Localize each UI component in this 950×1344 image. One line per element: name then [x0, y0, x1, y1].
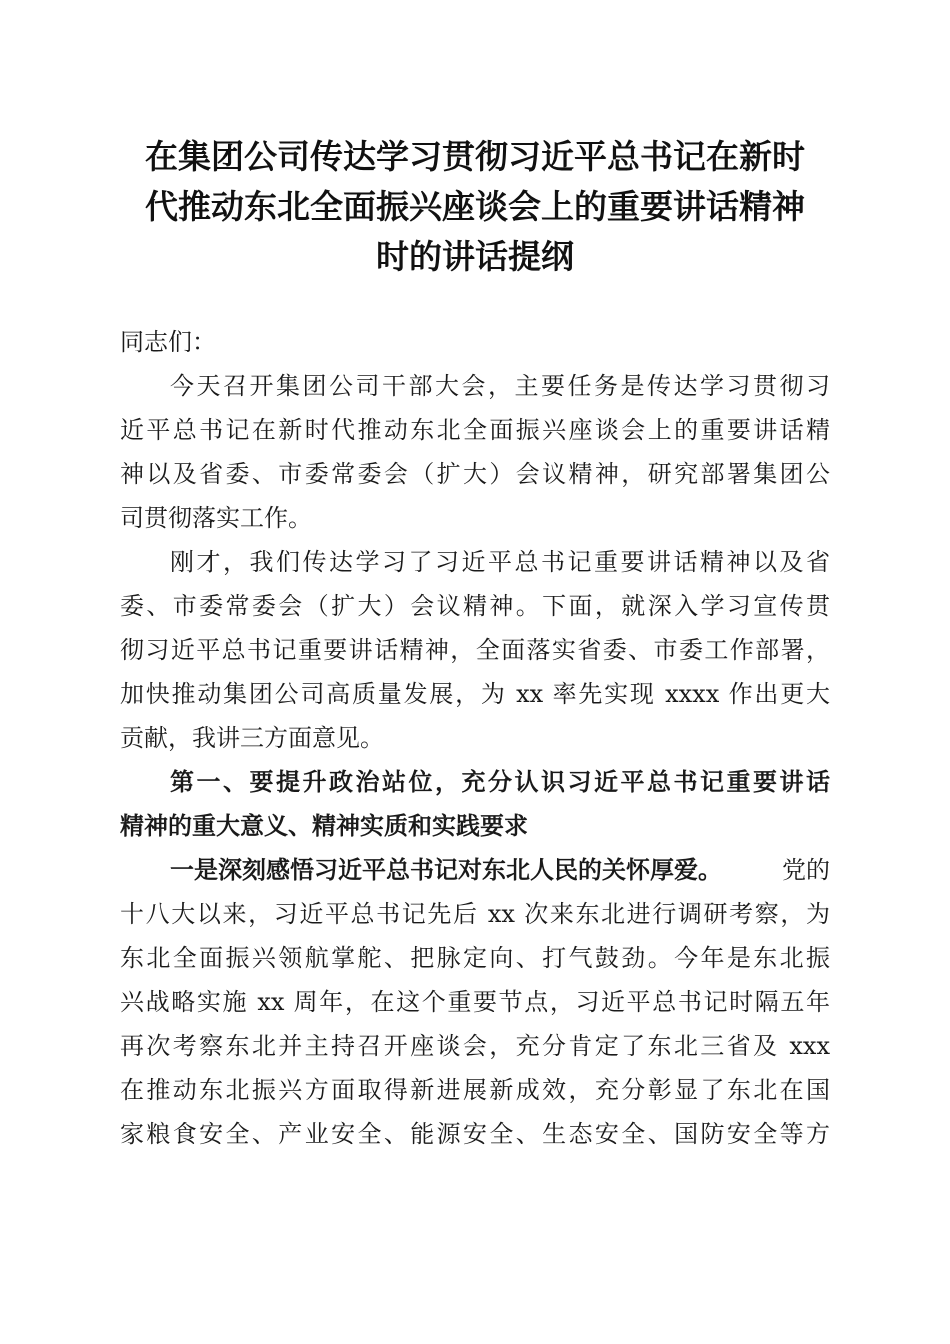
paragraph-line — [170, 850, 830, 890]
paragraph-line: 彻习近平总书记重要讲话精神，全面落实省委、市委工作部署， — [120, 636, 830, 664]
paragraph-line: 贡献，我讲三方面意见。 — [120, 724, 384, 752]
paragraph-line: 近平总书记在新时代推动东北全面振兴座谈会上的重要讲话精 — [120, 416, 830, 444]
subheading-lead: 一是深刻感悟习近平总书记对东北人民的关怀厚爱。 — [170, 855, 722, 884]
paragraph-line: 神以及省委、市委常委会（扩大）会议精神，研究部署集团公 — [120, 460, 830, 488]
paragraph-line: 十八大以来，习近平总书记先后 xx 次来东北进行调研考察，为 — [120, 900, 830, 928]
paragraph-line: 司贯彻落实工作。 — [120, 504, 312, 532]
paragraph-line: 加快推动集团公司高质量发展，为 xx 率先实现 xxxx 作出更大 — [120, 680, 830, 708]
paragraph-line: 刚才，我们传达学习了习近平总书记重要讲话精神以及省 — [170, 548, 830, 576]
title-line-1: 在集团公司传达学习贯彻习近平总书记在新时 — [145, 137, 805, 176]
title-line-2: 代推动东北全面振兴座谈会上的重要讲话精神 — [145, 187, 805, 226]
salutation: 同志们： — [120, 328, 216, 356]
document-title — [100, 132, 850, 282]
paragraph-line: 今天召开集团公司干部大会，主要任务是传达学习贯彻习 — [170, 372, 830, 400]
paragraph-line: 家粮食安全、产业安全、能源安全、生态安全、国防安全等方 — [120, 1120, 830, 1148]
paragraph-line: 在推动东北振兴方面取得新进展新成效，充分彰显了东北在国 — [120, 1076, 830, 1104]
paragraph-line-tail: 党的 — [782, 856, 830, 884]
section-heading-line: 第一、要提升政治站位，充分认识习近平总书记重要讲话 — [170, 767, 830, 796]
paragraph-line: 再次考察东北并主持召开座谈会，充分肯定了东北三省及 xxx — [120, 1032, 830, 1060]
paragraph-line: 委、市委常委会（扩大）会议精神。下面，就深入学习宣传贯 — [120, 592, 830, 620]
title-line-3: 时的讲话提纲 — [376, 237, 574, 276]
section-heading-line: 精神的重大意义、精神实质和实践要求 — [120, 811, 528, 840]
paragraph-line: 兴战略实施 xx 周年，在这个重要节点，习近平总书记时隔五年 — [120, 988, 830, 1016]
paragraph-line: 东北全面振兴领航掌舵、把脉定向、打气鼓劲。今年是东北振 — [120, 944, 830, 972]
